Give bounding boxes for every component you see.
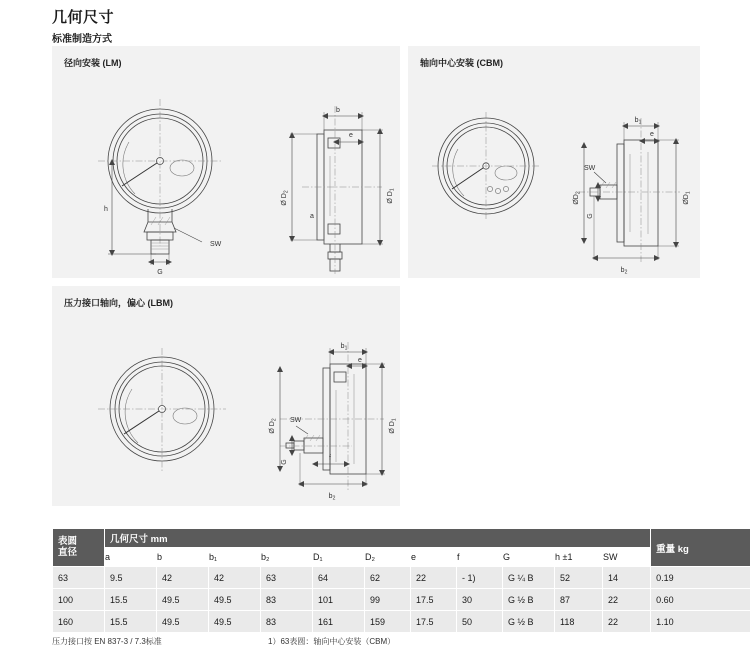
subheader-b2: b₂ (261, 548, 313, 567)
header-geometry: 几何尺寸 mm (105, 529, 651, 548)
cell-diameter: 63 (53, 567, 105, 589)
cell-h: 87 (555, 589, 603, 611)
cell-f: 50 (457, 611, 503, 633)
subheader-b: b (157, 548, 209, 567)
header-diameter: 表圆 直径 (53, 529, 105, 567)
cell-e: 17.5 (411, 589, 457, 611)
cell-d2: 99 (365, 589, 411, 611)
label-g: G (157, 269, 163, 276)
drawing-cbm (408, 46, 700, 278)
subheader-b1: b₁ (209, 548, 261, 567)
label-d1: Ø $D_1$ (387, 188, 396, 204)
drawing-lbm (52, 286, 400, 506)
subheader-e: e (411, 548, 457, 567)
cell-d1: 101 (313, 589, 365, 611)
label-g: G (587, 213, 594, 219)
label-b2: $b_2$ (620, 267, 628, 276)
label-b2: $b_2$ (328, 493, 336, 502)
table-header-row-1 (53, 529, 750, 548)
cell-a: 15.5 (105, 589, 157, 611)
panel-title-cbm: 轴向中心安装 (CBM) (420, 58, 503, 68)
label-e: e (349, 132, 353, 139)
cell-weight: 0.19 (651, 567, 750, 589)
cell-d2: 159 (365, 611, 411, 633)
cell-diameter: 100 (53, 589, 105, 611)
table-row (53, 567, 750, 589)
spec-table (52, 528, 750, 633)
subheader-g: G (503, 548, 555, 567)
cell-d2: 62 (365, 567, 411, 589)
label-d1: Ø $D_1$ (389, 418, 398, 434)
footnote-standard: 压力接口按 EN 837-3 / 7.3标准 (52, 637, 162, 646)
cell-d1: 161 (313, 611, 365, 633)
label-e: e (358, 357, 362, 364)
cell-b2: 63 (261, 567, 313, 589)
cell-sw: 22 (603, 611, 651, 633)
subheader-d1: D₁ (313, 548, 365, 567)
panel-title-lm: 径向安装 (LM) (64, 58, 122, 68)
label-b1: $b_1$ (340, 343, 348, 352)
page-title: 几何尺寸 (52, 9, 115, 26)
panel-title-lbm: 压力接口轴向，偏心 (LBM) (64, 298, 173, 308)
cell-b2: 83 (261, 589, 313, 611)
label-b: b (336, 107, 340, 114)
label-sw: SW (210, 241, 222, 248)
label-a: a (310, 213, 314, 220)
cell-b2: 83 (261, 611, 313, 633)
cell-g: G ¼ B (503, 567, 555, 589)
cell-a: 9.5 (105, 567, 157, 589)
cell-b: 49.5 (157, 611, 209, 633)
cell-weight: 0.60 (651, 589, 750, 611)
cell-h: 52 (555, 567, 603, 589)
panel-radial-mount (52, 46, 400, 278)
drawing-lm (52, 46, 400, 278)
label-sw: SW (290, 417, 302, 424)
cell-b1: 42 (209, 567, 261, 589)
label-d2: Ø $D_2$ (269, 418, 278, 434)
label-h: h (104, 206, 108, 213)
table-row (53, 589, 750, 611)
label-g: G (281, 459, 288, 465)
table-row (53, 611, 750, 633)
label-e: e (650, 131, 654, 138)
cell-g: G ½ B (503, 611, 555, 633)
label-b1: $b_1$ (634, 117, 642, 126)
panel-lower-back-mount (52, 286, 400, 506)
subheader-d2: D₂ (365, 548, 411, 567)
cell-a: 15.5 (105, 611, 157, 633)
label-sw: SW (584, 165, 596, 172)
cell-sw: 22 (603, 589, 651, 611)
subheader-h: h ±1 (555, 548, 603, 567)
spec-table-wrap (52, 528, 700, 648)
header-weight: 重量 kg (651, 529, 750, 567)
subheader-a: a (105, 548, 157, 567)
footnote-note-1: 1）63表圆：轴向中心安装（CBM） (268, 637, 396, 646)
table-header-row-2 (53, 548, 750, 567)
label-d1: $ØD_1$ (683, 191, 692, 205)
cell-e: 17.5 (411, 611, 457, 633)
cell-f: 30 (457, 589, 503, 611)
cell-g: G ½ B (503, 589, 555, 611)
cell-e: 22 (411, 567, 457, 589)
footnotes (52, 636, 700, 648)
page-subtitle: 标准制造方式 (52, 34, 112, 45)
cell-f: - 1) (457, 567, 503, 589)
label-f: f (329, 455, 331, 462)
cell-weight: 1.10 (651, 611, 750, 633)
cell-d1: 64 (313, 567, 365, 589)
subheader-f: f (457, 548, 503, 567)
label-d2: $ØD_2$ (573, 191, 582, 205)
panel-center-back-mount (408, 46, 700, 278)
cell-b1: 49.5 (209, 611, 261, 633)
cell-b: 49.5 (157, 589, 209, 611)
cell-b: 42 (157, 567, 209, 589)
cell-diameter: 160 (53, 611, 105, 633)
cell-sw: 14 (603, 567, 651, 589)
subheader-sw: SW (603, 548, 651, 567)
label-d2: Ø $D_2$ (281, 190, 290, 206)
cell-h: 118 (555, 611, 603, 633)
cell-b1: 49.5 (209, 589, 261, 611)
